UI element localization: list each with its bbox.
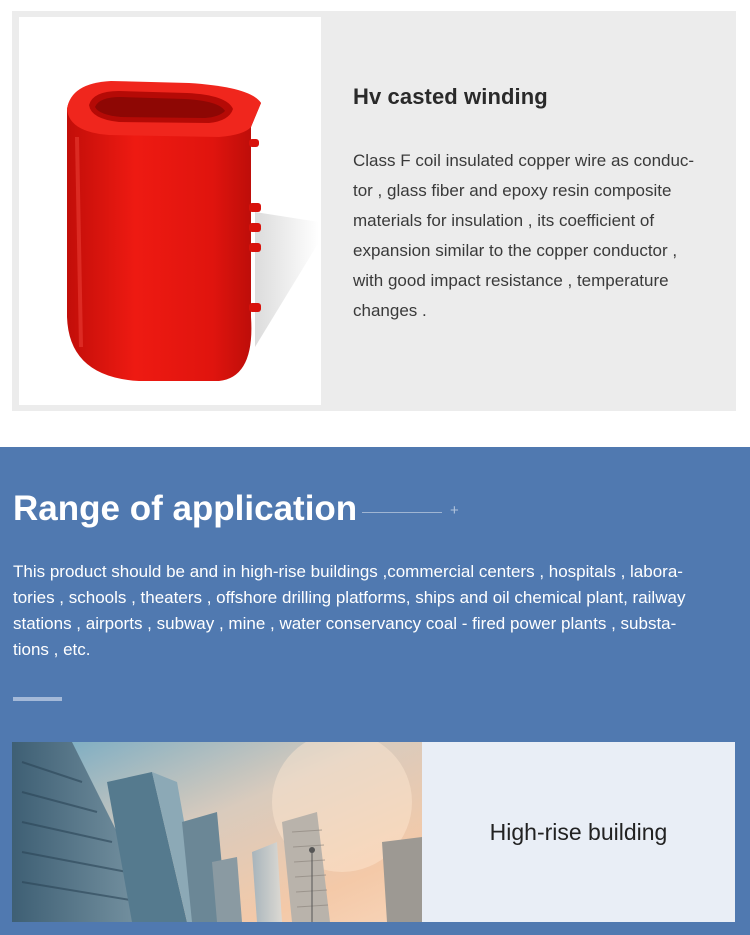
heading-decorative-line [362,512,442,513]
product-card [12,11,736,411]
product-description [353,146,719,326]
product-image [19,17,321,405]
application-heading: Range of application [13,489,358,528]
product-description-line: Class F coil insulated copper wire as conduc- [353,151,695,170]
product-title: Hv casted winding [353,84,548,109]
plus-icon: + [450,502,459,519]
application-section [0,447,750,935]
application-description-line: tions , etc. [13,640,91,659]
application-item-label: High-rise building [489,818,668,845]
application-description-line: This product should be and in high-rise buildings ,commercial centers , hospitals , labora- [13,562,683,581]
skyscrapers-photo [12,742,422,922]
application-description-line: stations , airports , subway , mine , water conservancy coal - fired power plants , substa- [13,614,677,633]
red-coil-icon [19,17,321,405]
product-description-line: tor , glass fiber and epoxy resin composite [353,181,672,200]
product-description-line: with good impact resistance , temperature [353,271,669,290]
application-description-line: tories , schools , theaters , offshore drilling platforms, ships and oil chemical plant, railway [13,588,686,607]
product-description-line: expansion similar to the copper conductor , [353,241,678,260]
application-item-card [12,742,735,922]
application-description [13,559,735,663]
section-divider [13,697,62,701]
skyscrapers-image-icon [12,742,422,922]
product-description-line: materials for insulation , its coefficient of [353,211,655,230]
product-description-line: changes . [353,301,427,320]
